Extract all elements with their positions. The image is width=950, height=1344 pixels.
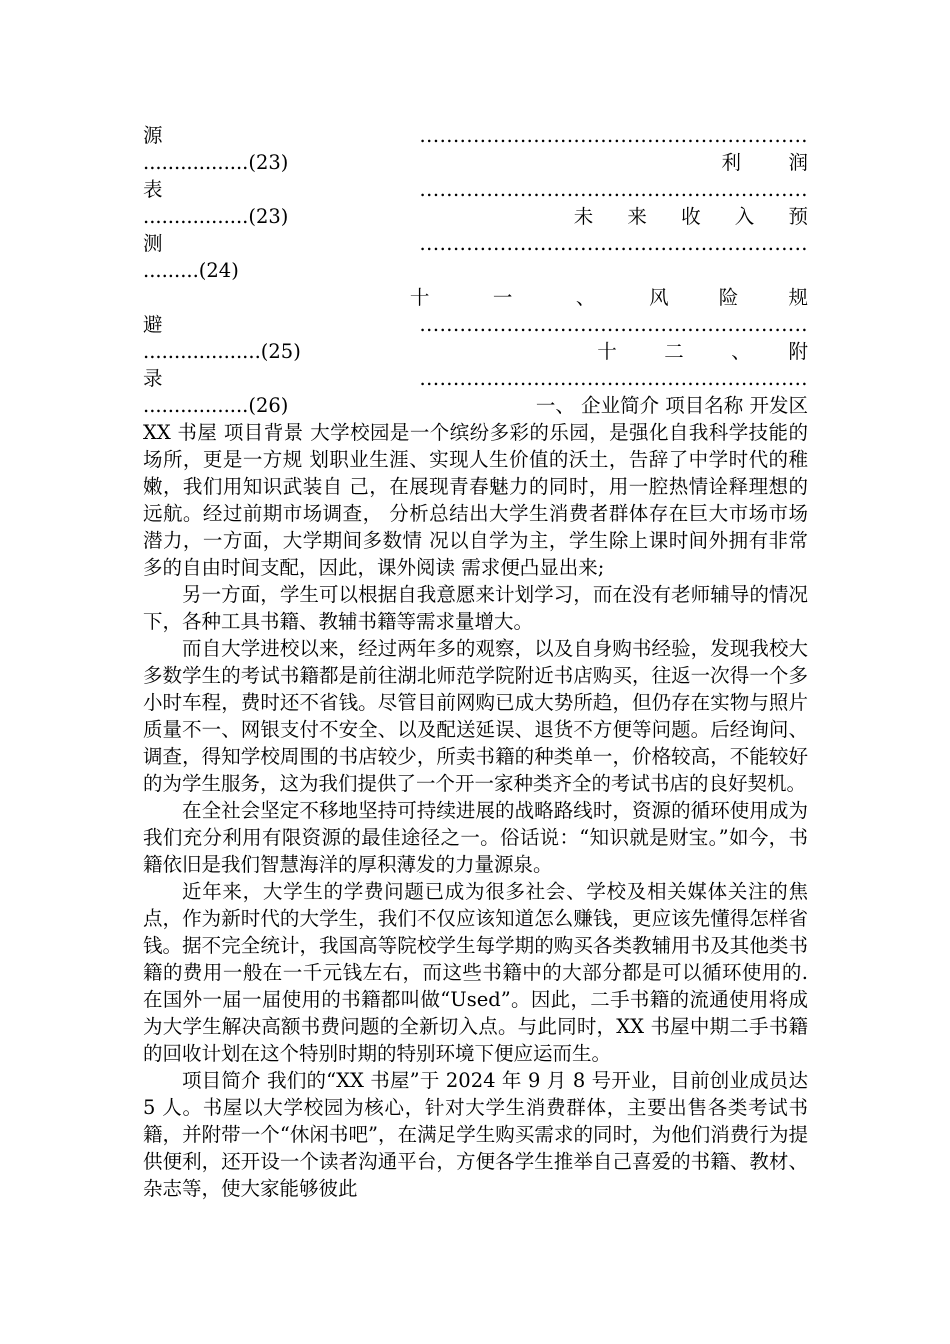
paragraph: 在全社会坚定不移地坚持可持续进展的战略路线时，资源的循环使用成为我们充分利用有限资源的最佳途径之一。俗话说：“知识就是财宝。”如今，书籍依旧是我们智慧海洋的厚积薄发的力量源泉。 [143, 799, 808, 876]
toc-entry-title: 避 [143, 313, 163, 336]
toc-entry-title: 源 [143, 124, 163, 147]
toc-next-entry: 未 来 收 入 预 [573, 205, 822, 228]
toc-dots: .......................................................... [419, 124, 808, 147]
toc-page-number: .................(26) [143, 394, 289, 417]
paragraph-project-summary: 项目简介 我们的“XX 书屋”于 2024 年 9 月 8 号开业，目前创业成员达 5 人。书屋以大学校园为核心，针对大学生消费群体，主要出售各类考试书籍，并附带一个“休闲书吧”，在满足学生购买需求的同时，为他们消费行为提供便利，还开设一个读者沟通平台，方便各学生推举自己喜爱的书籍、教材、杂志等，使大家能够彼此 [143, 1069, 808, 1200]
document-body [143, 122, 830, 1202]
toc-entry-line [143, 338, 822, 365]
toc-entry-line [143, 392, 808, 419]
toc-dots: .......................................................... [419, 232, 808, 255]
toc-entry-line [143, 176, 808, 203]
toc-entry-line [143, 257, 808, 284]
paragraph: 另一方面，学生可以根据自我意愿来计划学习，而在没有老师辅导的情况下，各种工具书籍、教辅书籍等需求量增大。 [143, 583, 808, 633]
toc-entry-title: 录 [143, 367, 163, 390]
section-heading-company-intro: 一、 企业简介 项目名称 开发区 [535, 394, 808, 417]
toc-dots: .......................................................... [419, 367, 808, 390]
toc-next-entry: 十 二 、 附 [597, 340, 822, 363]
toc-entry-line [143, 311, 808, 338]
toc-entry-line [143, 365, 808, 392]
toc-entry-title: 测 [143, 232, 163, 255]
paragraph-project-background: XX 书屋 项目背景 大学校园是一个缤纷多彩的乐园，是强化自我科学技能的场所，更是一方规 划职业生涯、实现人生价值的沃土，告辞了中学时代的稚嫩，我们用知识武装自 己，在展现青春魅力的同时，用一腔热情诠释理想的远航。经过前期市场调查， 分析总结出大学生消费者群体存在巨大市场市场潜力，一方面，大学期间多数情 况以自学为主，学生除上课时间外拥有非常多的自由时间支配，因此，课外阅读 需求便凸显出来; [143, 421, 808, 579]
toc-page-number: .................(23) [143, 151, 289, 174]
paragraph: 近年来，大学生的学费问题已成为很多社会、学校及相关媒体关注的焦点，作为新时代的大学生，我们不仅应该知道怎么赚钱，更应该先懂得怎样省钱。据不完全统计，我国高等院校学生每学期的购买各类教辅用书及其他类书籍的费用一般在一千元钱左右，而这些书籍中的大部分都是可以循环使用的.在国外一届一届使用的书籍都叫做“Used”。因此，二手书籍的流通使用将成为大学生解决高额书费问题的全新切入点。与此同时，XX 书屋中期二手书籍的回收计划在这个特别时期的特别环境下便应运而生。 [143, 880, 808, 1065]
toc-page-number: ...................(25) [143, 340, 301, 363]
toc-entry-line [143, 230, 808, 257]
toc-entry-line [143, 149, 822, 176]
paragraph: 而自大学进校以来，经过两年多的观察，以及自身购书经验，发现我校大多数学生的考试书籍都是前往湖北师范学院附近书店购买，往返一次得一个多小时车程，费时还不省钱。尽管目前网购已成大势所趋，但仍存在实物与照片质量不一、网银支付不安全、以及配送延误、退货不方便等问题。后经询问、调查，得知学校周围的书店较少，所卖书籍的种类单一，价格较高，不能较好的为学生服务，这为我们提供了一个开一家种类齐全的考试书店的良好契机。 [143, 637, 808, 795]
toc-page-number: .................(23) [143, 205, 289, 228]
toc-entry-line [143, 284, 830, 311]
toc-page-number: .........(24) [143, 259, 239, 282]
toc-entry-line [143, 203, 822, 230]
toc-entry-title: 表 [143, 178, 163, 201]
toc-next-entry: 利 润 [721, 151, 822, 174]
toc-dots: .......................................................... [419, 313, 808, 336]
toc-section-heading: 十 一 、 风 险 规 [409, 286, 830, 309]
toc-dots: .......................................................... [419, 178, 808, 201]
toc-entry-line [143, 122, 808, 149]
